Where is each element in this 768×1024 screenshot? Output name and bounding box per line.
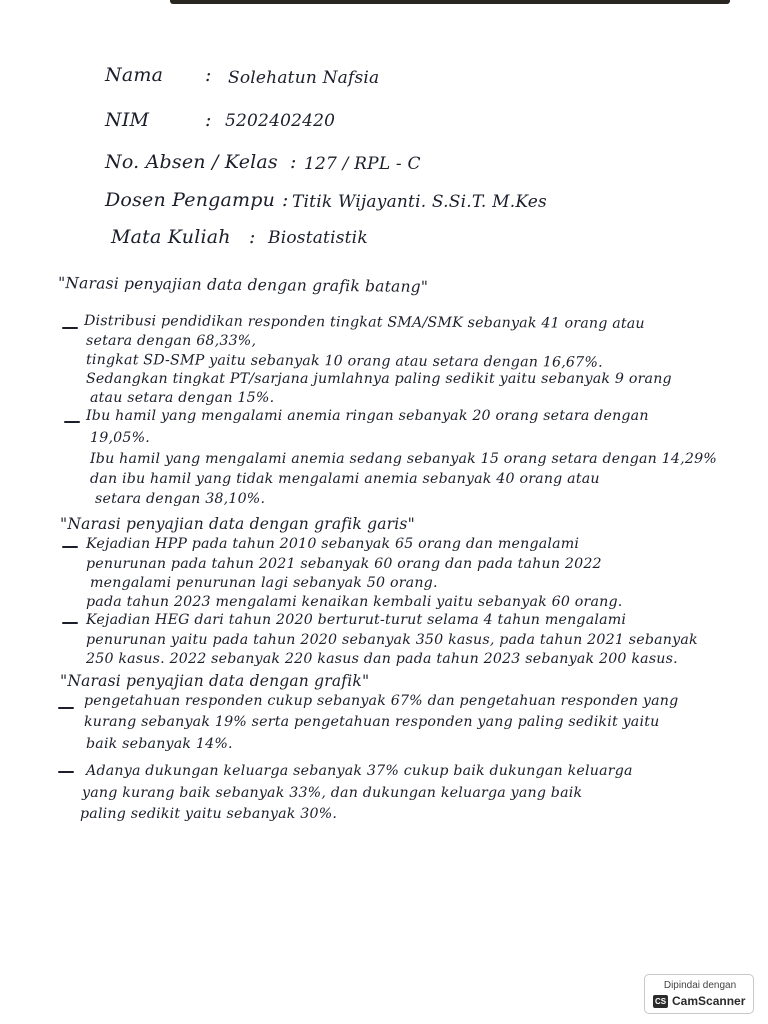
section2-bullet2-line1: Kejadian HEG dari tahun 2020 berturut-turut selama 4 tahun mengalami (86, 612, 627, 628)
matkul-value: Biostatistik (268, 228, 368, 248)
dosen-colon: : (282, 189, 289, 211)
name-label: Nama (105, 64, 164, 86)
section1-bullet1-line1: Distribusi pendidikan responden tingkat SMA/SMK sebanyak 41 orang atau (83, 313, 645, 332)
stamp-brand: CamScanner (672, 994, 746, 1008)
section2-bullet1-line3: mengalami penurunan lagi sebanyak 50 orang. (90, 575, 438, 591)
absen-colon: : (290, 151, 297, 173)
section3-bullet2-line2: yang kurang baik sebanyak 33%, dan dukungan keluarga yang baik (82, 785, 583, 801)
dosen-label: Dosen Pengampu (105, 189, 276, 211)
section2-bullet1-line2: penurunan pada tahun 2021 sebanyak 60 orang dan pada tahun 2022 (86, 556, 602, 572)
bullet-dash (64, 421, 80, 423)
stamp-caption: Dipindai dengan (663, 980, 737, 991)
section3-bullet1-line3: baik sebanyak 14%. (86, 736, 233, 752)
bullet-dash (58, 771, 74, 773)
absen-value: 127 / RPL - C (304, 154, 421, 174)
section2-bullet2-line3: 250 kasus. 2022 sebanyak 220 kasus dan pada tahun 2023 sebanyak 200 kasus. (86, 651, 678, 667)
matkul-label: Mata Kuliah (111, 226, 231, 248)
section1-bullet1-line3: tingkat SD-SMP yaitu sebanyak 10 orang atau setara dengan 16,67%. (85, 352, 603, 371)
bullet-dash (62, 622, 78, 624)
section1-bullet2-line4: dan ibu hamil yang tidak mengalami anemia sebanyak 40 orang atau (90, 471, 600, 487)
section2-bullet2-line2: penurunan yaitu pada tahun 2020 sebanyak 350 kasus, pada tahun 2021 sebanyak (86, 632, 698, 648)
bullet-dash (58, 707, 74, 709)
section3-bullet2-line3: paling sedikit yaitu sebanyak 30%. (80, 806, 338, 822)
section2-heading: "Narasi penyajian data dengan grafik garis" (60, 515, 415, 533)
section3-bullet1-line2: kurang sebanyak 19% serta pengetahuan responden yang paling sedikit yaitu (84, 714, 660, 730)
name-colon: : (205, 64, 212, 86)
section1-bullet1-line2: setara dengan 68,33%, (86, 333, 257, 349)
name-value: Solehatun Nafsia (228, 68, 380, 88)
section1-bullet1-line5: atau setara dengan 15%. (90, 390, 275, 406)
section1-bullet2-line5: setara dengan 38,10%. (95, 491, 266, 507)
section1-bullet2-line1: Ibu hamil yang mengalami anemia ringan sebanyak 20 orang setara dengan (86, 408, 649, 424)
section1-bullet1-line4: Sedangkan tingkat PT/sarjana jumlahnya paling sedikit yaitu sebanyak 9 orang (86, 371, 672, 387)
section1-bullet2-line2: 19,05%. (90, 430, 151, 446)
matkul-colon: : (249, 226, 256, 248)
bullet-dash (62, 546, 78, 548)
bullet-dash (62, 327, 78, 329)
section3-bullet1-line1: pengetahuan responden cukup sebanyak 67% dan pengetahuan responden yang (84, 693, 679, 709)
section2-bullet1-line4: pada tahun 2023 mengalami kenaikan kembali yaitu sebanyak 60 orang. (86, 594, 623, 610)
dosen-value: Titik Wijayanti. S.Si.T. M.Kes (292, 192, 547, 212)
section1-heading: "Narasi penyajian data dengan grafik batang" (57, 274, 429, 296)
section1-bullet2-line3: Ibu hamil yang mengalami anemia sedang sebanyak 15 orang setara dengan 14,29% (90, 451, 717, 467)
nim-colon: : (205, 109, 212, 131)
nim-label: NIM (105, 109, 150, 131)
absen-label: No. Absen / Kelas (105, 151, 278, 173)
section3-heading: "Narasi penyajian data dengan grafik" (60, 672, 370, 690)
camscanner-stamp (644, 974, 754, 1014)
section2-bullet1-line1: Kejadian HPP pada tahun 2010 sebanyak 65 orang dan mengalami (86, 536, 580, 552)
camscanner-logo-icon: CS (654, 997, 667, 1006)
nim-value: 5202402420 (225, 111, 336, 131)
section3-bullet2-line1: Adanya dukungan keluarga sebanyak 37% cukup baik dukungan keluarga (86, 763, 633, 779)
